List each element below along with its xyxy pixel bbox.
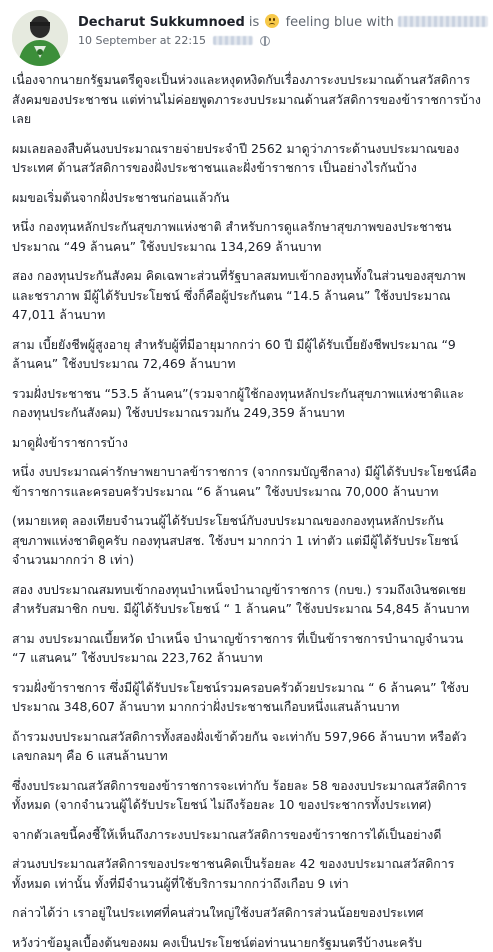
- paragraph: ผมขอเริ่มต้นจากฝั่งประชาชนก่อนแล้วกัน: [12, 188, 481, 208]
- paragraph: รวมฝั่งข้าราชการ ซึ่งมีผู้ได้รับประโยชน์รวมครอบครัวด้วยประมาณ “ 6 ล้านคน” ใช้งบประมาณ 348,607 ล้านบาท มากกว่าฝั่งประชาชนเกือบหนึ่งแสนล้านบาท: [12, 678, 481, 717]
- paragraph: หวังว่าข้อมูลเบื้องต้นของผม คงเป็นประโยชน์ต่อท่านนายกรัฐมนตรีบ้างนะครับ: [12, 933, 481, 952]
- paragraph: จากตัวเลขนี้คงชี้ให้เห็นถึงภาระงบประมาณสวัสดิการของข้าราชการได้เป็นอย่างดี: [12, 825, 481, 845]
- paragraph: สอง กองทุนประกันสังคม คิดเฉพาะส่วนที่รัฐบาลสมทบเข้ากองทุนทั้งในส่วนของสุขภาพและชราภาพ มีผู้ได้รับประโยชน์ ซึ่งก็คือผู้ประกันตน “14.5 ล้านคน” ใช้งบประมาณ 47,011 ล้านบาท: [12, 266, 481, 325]
- redacted-meta: [213, 36, 253, 45]
- paragraph: ซึ่งงบประมาณสวัสดิการของข้าราชการจะเท่ากับ ร้อยละ 58 ของงบประมาณสวัสดิการทั้งหมด (จากจำนวนผู้ได้รับประโยชน์ ไม่ถึงร้อยละ 10 ของประชากรทั้งประเทศ): [12, 776, 481, 815]
- paragraph: ส่วนงบประมาณสวัสดิการของประชาชนคิดเป็นร้อยละ 42 ของงบประมาณสวัสดิการทั้งหมด เท่านั้น ทั้งที่มีจำนวนผู้ที่ใช้บริการมากกว่าถึงเกือบ 9 เท่า: [12, 854, 481, 893]
- paragraph: รวมฝั่งประชาชน “53.5 ล้านคน”(รวมจากผู้ใช้กองทุนหลักประกันสุขภาพแห่งชาติและกองทุนประกันสังคม) ใช้งบประมาณรวมกัน 249,359 ล้านบาท: [12, 384, 481, 423]
- paragraph: หนึ่ง กองทุนหลักประกันสุขภาพแห่งชาติ สำหรับการดูแลรักษาสุขภาพของประชาชน ประมาณ “49 ล้านคน” ใช้งบประมาณ 134,269 ล้านบาท: [12, 217, 481, 256]
- post-meta: [78, 34, 270, 47]
- feeling-text: feeling blue with: [286, 15, 394, 30]
- paragraph: หนึ่ง งบประมาณค่ารักษาพยาบาลข้าราชการ (จากกรมบัญชีกลาง) มีผู้ได้รับประโยชน์คือข้าราชการและครอบครัวประมาณ “6 ล้านคน” ใช้งบประมาณ 70,000 ล้านบาท: [12, 462, 481, 501]
- paragraph: ถ้ารวมงบประมาณสวัสดิการทั้งสองฝั่งเข้าด้วยกัน จะเท่ากับ 597,966 ล้านบาท หรือตัวเลขกลมๆ คือ 6 แสนล้านบาท: [12, 727, 481, 766]
- paragraph: สาม เบี้ยยังชีพผู้สูงอายุ สำหรับผู้ที่มีอายุมากกว่า 60 ปี มีผู้ได้รับเบี้ยยังชีพประมาณ “9 ล้านคน” ใช้งบประมาณ 72,469 ล้านบาท: [12, 335, 481, 374]
- post-timestamp[interactable]: 10 September at 22:15: [78, 34, 206, 47]
- paragraph: สาม งบประมาณเบี้ยหวัด บำเหน็จ บำนาญข้าราชการ ที่เป็นข้าราชการบำนาญจำนวน “7 แสนคน” ใช้งบประมาณ 223,762 ล้านบาท: [12, 629, 481, 668]
- paragraph: เนื่องจากนายกรัฐมนตรีดูจะเป็นห่วงและหงุดหงิดกับเรื่องภาระงบประมาณด้านสวัสดิการสังคมของประชาชน แต่ท่านไม่ค่อยพูดภาระงบประมาณด้านสวัสดิการของข้าราชการบ้างเลย: [12, 70, 481, 129]
- paragraph: สอง งบประมาณสมทบเข้ากองทุนบำเหน็จบำนาญข้าราชการ (กบข.) รวมถึงเงินชดเชย สำหรับสมาชิก กบข. มีผู้ได้รับประโยชน์ “ 1 ล้านคน” ใช้งบประมาณ 54,845 ล้านบาท: [12, 580, 481, 619]
- post-header: [12, 8, 481, 70]
- avatar[interactable]: [12, 10, 68, 66]
- globe-icon: [260, 36, 270, 46]
- paragraph: มาดูฝั่งข้าราชการบ้าง: [12, 433, 481, 453]
- redacted-tagged-names: [398, 16, 488, 27]
- post-body: [12, 70, 481, 952]
- feeling-prefix: is: [249, 15, 259, 30]
- author-name[interactable]: Decharut Sukkumnoed: [78, 15, 245, 30]
- paragraph: ผมเลยลองสืบค้นงบประมาณรายจ่ายประจำปี 2562 มาดูว่าภาระด้านงบประมาณของประเทศ ด้านสวัสดิการของฝั่งประชาชนและฝั่งข้าราชการ เป็นอย่างไรกันบ้าง: [12, 139, 481, 178]
- post-title-line: [78, 14, 481, 30]
- profile-photo: [12, 10, 68, 66]
- sad-face-icon: [265, 14, 279, 28]
- paragraph: (หมายเหตุ ลองเทียบจำนวนผู้ได้รับประโยชน์กับงบประมาณของกองทุนหลักประกันสุขภาพแห่งชาติดูครับ กองทุนสปสช. ใช้งบฯ มากกว่า 1 เท่าตัว แต่มีผู้ได้รับประโยชน์จำนวนมากกว่า 8 เท่า): [12, 511, 481, 570]
- paragraph: กล่าวได้ว่า เราอยู่ในประเทศที่คนส่วนใหญ่ใช้งบสวัสดิการส่วนน้อยของประเทศ: [12, 903, 481, 923]
